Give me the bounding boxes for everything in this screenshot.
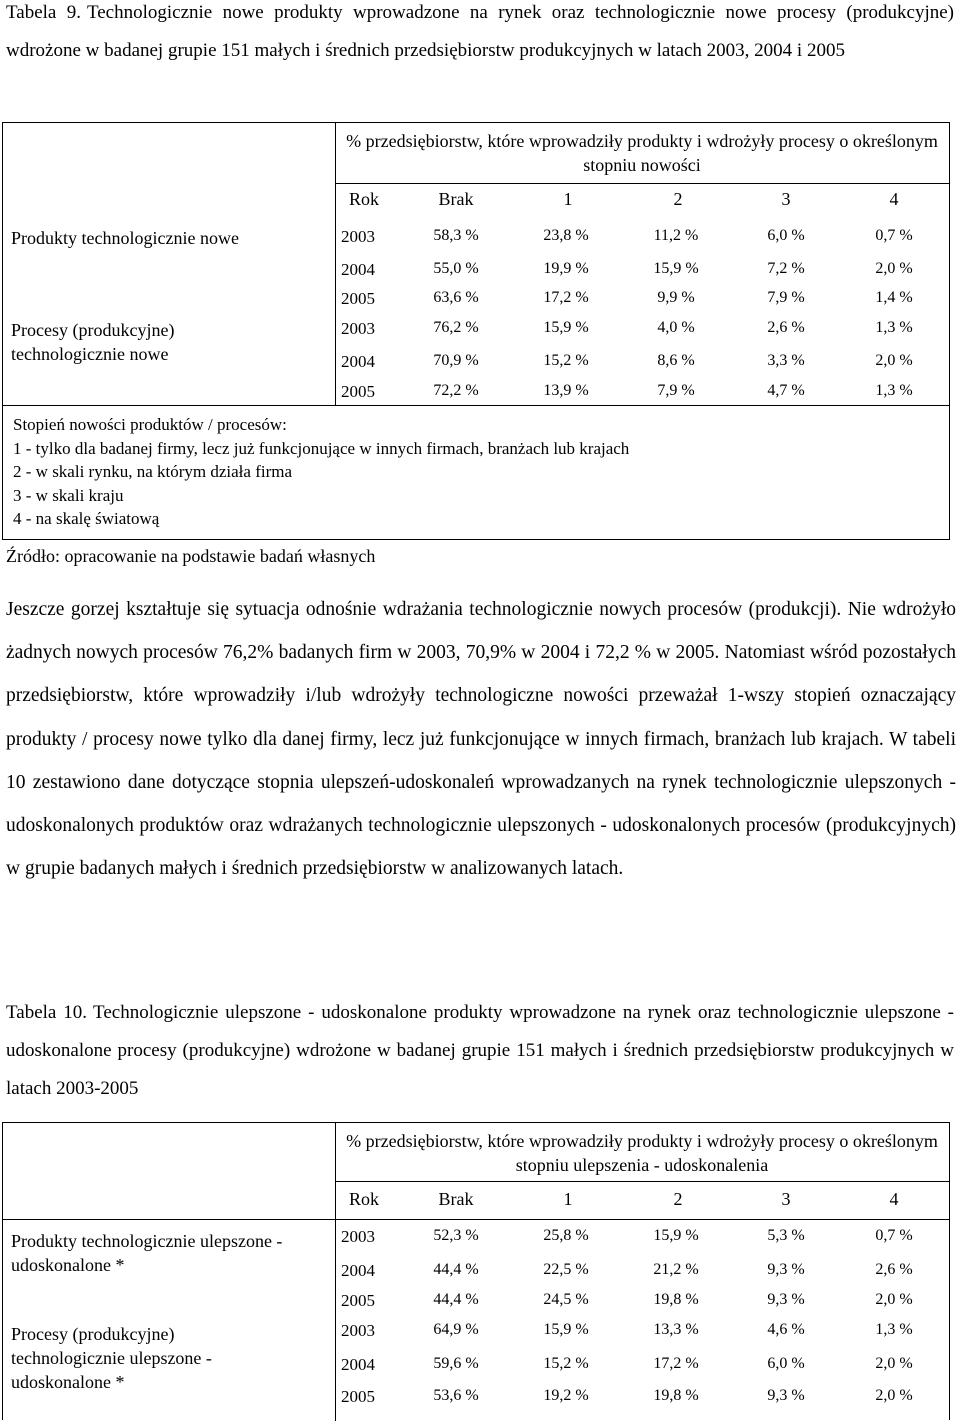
table10-value: 0,7 % [875,1227,913,1244]
table10-divider [3,1219,949,1220]
table10-row [3,1387,949,1411]
table9-row [3,227,949,251]
table9-value: 76,2 % [433,319,479,336]
table9-value: 9,9 % [657,289,695,306]
table9-value: 15,9 % [543,319,589,336]
table9-year: 2003 [341,319,375,338]
table10-value: 2,6 % [875,1261,913,1278]
table9-value: 23,8 % [543,227,589,244]
table10-divider [335,1181,949,1182]
table10-value: 6,0 % [767,1355,805,1372]
table9-value: 15,9 % [653,260,699,277]
table9-year: 2005 [341,289,375,308]
table9-value: 72,2 % [433,382,479,399]
table9-value: 15,2 % [543,352,589,369]
table10-value: 15,9 % [653,1227,699,1244]
legend-title: Stopień nowości produktów / procesów: [13,415,287,434]
table10-caption [6,994,954,1108]
table9-source: Źródło: opracowanie na podstawie badań własnych [6,546,376,566]
table10-value: 17,2 % [653,1355,699,1372]
table9-col-2: 2 [673,189,683,209]
table10-value: 64,9 % [433,1321,479,1338]
table9-value: 70,9 % [433,352,479,369]
table10-col-brak: Brak [438,1189,474,1209]
table9 [2,122,950,540]
table9-row [3,289,949,313]
table9-value: 3,3 % [767,352,805,369]
table9-value: 13,9 % [543,382,589,399]
table10-year: 2004 [341,1355,375,1374]
table10-value: 2,0 % [875,1355,913,1372]
table10-year: 2004 [341,1261,375,1280]
table9-value: 2,0 % [875,352,913,369]
table10-value: 19,2 % [543,1387,589,1404]
table10-value: 21,2 % [653,1261,699,1278]
table10 [2,1122,950,1420]
table10-value: 52,3 % [433,1227,479,1244]
table10-value: 5,3 % [767,1227,805,1244]
table9-value: 7,9 % [657,382,695,399]
table9-caption [6,0,954,70]
table9-value: 1,3 % [875,382,913,399]
table10-value: 15,9 % [543,1321,589,1338]
table10-value: 15,2 % [543,1355,589,1372]
table10-caption-label: Tabela 10. [6,1002,88,1023]
table10-caption-text: Technologicznie ulepszone - udoskonalone produkty wprowadzone na rynek oraz technologicznie ulepszone - udoskonalone procesy (produkcyjne) wdrożone w badanej grupie 151 małych i średnich przedsiębiorstw produkcyjnych w latach 2003-2005 [6,1002,955,1099]
table10-year: 2005 [341,1291,375,1310]
table10-value: 2,0 % [875,1291,913,1308]
table9-value: 63,6 % [433,289,479,306]
table9-value: 58,3 % [433,227,479,244]
table9-year: 2004 [341,352,375,371]
table9-value: 8,6 % [657,352,695,369]
legend-item: 3 - w skali kraju [13,485,124,505]
table10-value: 44,4 % [433,1261,479,1278]
table10-value: 59,6 % [433,1355,479,1372]
table9-col-4: 4 [889,189,899,209]
table10-value: 9,3 % [767,1291,805,1308]
table10-value: 53,6 % [433,1387,479,1404]
table9-value: 7,2 % [767,260,805,277]
table10-col-1: 1 [563,1189,573,1209]
table10-col-2: 2 [673,1189,683,1209]
table9-value: 4,7 % [767,382,805,399]
table9-value: 4,0 % [657,319,695,336]
table10-year: 2005 [341,1387,375,1406]
legend-item: 1 - tylko dla badanej firmy, lecz już funkcjonujące w innych firmach, branżach lub krajach [13,438,630,458]
table10-value: 44,4 % [433,1291,479,1308]
table9-header-title: % przedsiębiorstw, które wprowadziły produkty i wdrożyły procesy o określonym stopniu nowości [346,131,938,175]
table9-value: 6,0 % [767,227,805,244]
table9-legend [13,413,629,531]
table10-value: 1,3 % [875,1321,913,1338]
table9-year: 2005 [341,382,375,401]
table9-divider [335,183,949,184]
table10-year: 2003 [341,1227,375,1246]
table10-value: 19,8 % [653,1291,699,1308]
table9-value: 1,3 % [875,319,913,336]
table10-value: 9,3 % [767,1387,805,1404]
table9-col-rok: Rok [348,189,379,209]
table9-row [3,260,949,284]
table10-value: 9,3 % [767,1261,805,1278]
table9-value: 1,4 % [875,289,913,306]
table10-row [3,1321,949,1345]
table10-row [3,1227,949,1251]
table9-value: 2,0 % [875,260,913,277]
table9-group-label-processes: Procesy (produkcyjne) technologicznie nowe [11,320,175,364]
table10-value: 22,5 % [543,1261,589,1278]
table9-value: 19,9 % [543,260,589,277]
table10-header-title: % przedsiębiorstw, które wprowadziły produkty i wdrożyły procesy o określonym stopniu ulepszenia - udoskonalenia [346,1131,938,1175]
table10-value: 24,5 % [543,1291,589,1308]
table9-row [3,319,949,343]
table10-value: 2,0 % [875,1387,913,1404]
table10-col-rok: Rok [348,1189,379,1209]
legend-item: 4 - na skalę światową [13,509,160,528]
table9-year: 2004 [341,260,375,279]
table10-row [3,1355,949,1379]
table10-value: 25,8 % [543,1227,589,1244]
table9-value: 11,2 % [653,227,699,244]
table9-group-label-products: Produkty technologicznie nowe [11,228,239,248]
table9-col-3: 3 [781,189,791,209]
table10-row [3,1261,949,1285]
table9-year: 2003 [341,227,375,246]
table9-row [3,382,949,406]
table9-caption-text: Technologicznie nowe produkty wprowadzone na rynek oraz technologicznie nowe procesy (produkcyjne) wdrożone w badanej grupie 151 małych i średnich przedsiębiorstw produkcyjnych w latach 2003, 2004 i 2005 [6,2,954,61]
table10-group-label-products: Produkty technologicznie ulepszone - udoskonalone * [11,1231,283,1275]
table10-col-3: 3 [781,1189,791,1209]
table9-col-brak: Brak [438,189,474,209]
table10-group-label-processes: Procesy (produkcyjne) technologicznie ulepszone - udoskonalone * [11,1324,212,1392]
table9-row [3,352,949,376]
table9-col-1: 1 [563,189,573,209]
table10-col-4: 4 [889,1189,899,1209]
legend-item: 2 - w skali rynku, na którym działa firma [13,462,293,481]
table9-value: 0,7 % [875,227,913,244]
table10-value: 4,6 % [767,1321,805,1338]
table9-value: 55,0 % [433,260,479,277]
table10-value: 13,3 % [653,1321,699,1338]
table9-value: 17,2 % [543,289,589,306]
table10-row [3,1291,949,1315]
table10-value: 19,8 % [653,1387,699,1404]
table9-caption-label: Tabela 9. [6,2,81,23]
table10-year: 2003 [341,1321,375,1340]
table9-value: 2,6 % [767,319,805,336]
table9-value: 7,9 % [767,289,805,306]
body-paragraph: Jeszcze gorzej kształtuje się sytuacja odnośnie wdrażania technologicznie nowych procesów (produkcji). Nie wdrożyło żadnych nowych procesów 76,2% badanych firm w 2003, 70,9% w 2004 i 72,2 % w 2005. Natomiast wśród pozostałych przedsiębiorstw, które wprowadziły i/lub wdrożyły technologiczne nowości przeważał 1-wszy stopień oznaczający produkty / procesy nowe tylko dla danej firmy, lecz już funkcjonujące w innych firmach, branżach lub krajach. W tabeli 10 zestawiono dane dotyczące stopnia ulepszeń-udoskonaleń wprowadzanych na rynek technologicznie ulepszonych - udoskonalonych produktów oraz wdrażanych technologicznie ulepszonych - udoskonalonych procesów (produkcyjnych) w grupie badanych małych i średnich przedsiębiorstw w analizowanych latach. [6,599,956,880]
